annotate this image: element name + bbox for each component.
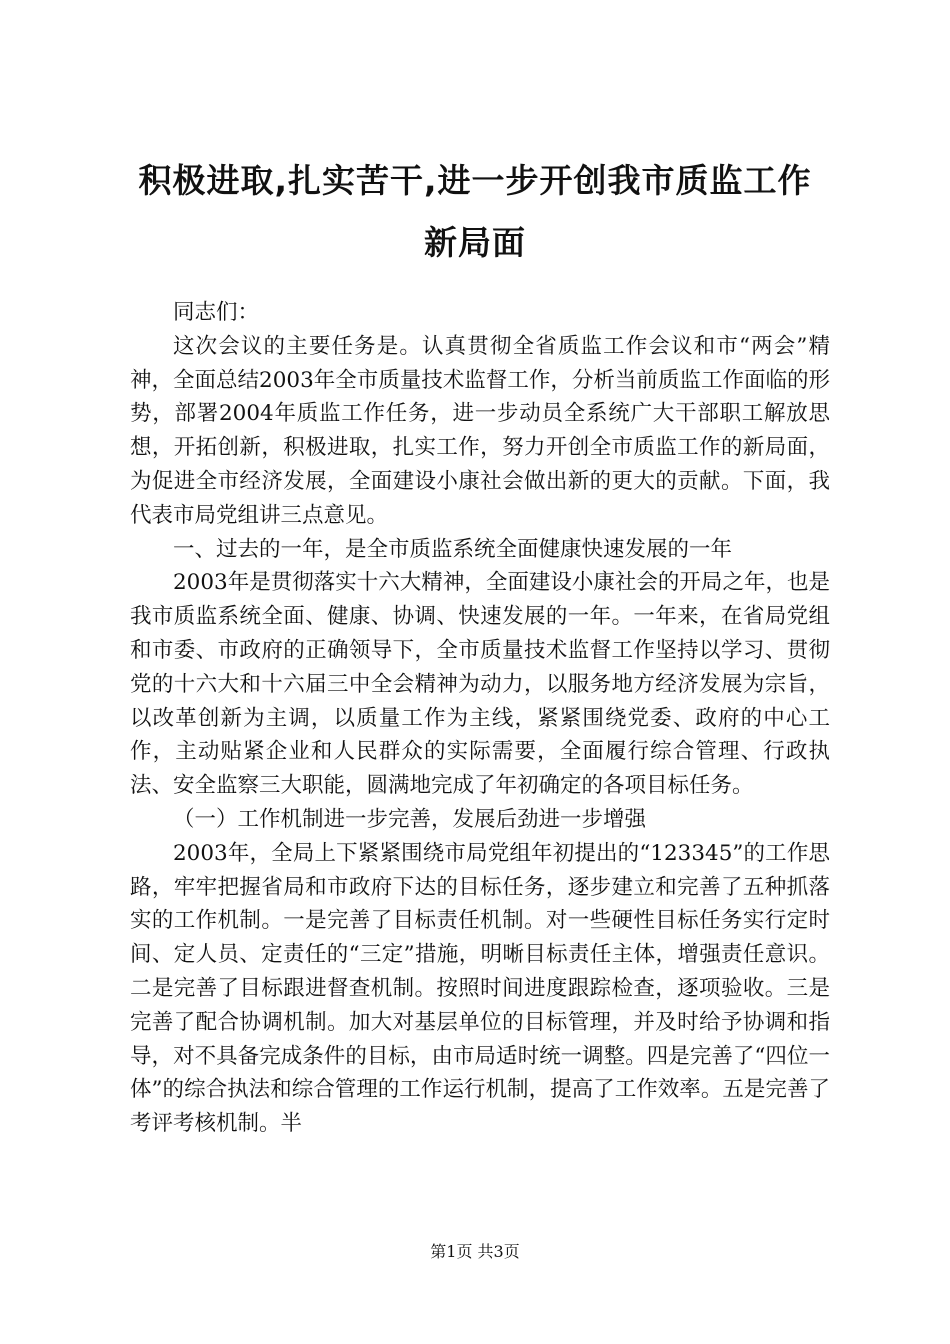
section-heading-1: 一、过去的一年，是全市质监系统全面健康快速发展的一年: [173, 536, 733, 562]
document-body: [130, 296, 830, 1141]
section-1-paragraph: 2003年是贯彻落实十六大精神，全面建设小康社会的开局之年，也是我市质监系统全面、健康、协调、快速发展的一年。一年来，在省局党组和市委、市政府的正确领导下，全市质量技术监督工作坚持以学习、贯彻党的十六大和十六届三中全会精神为动力，以服务地方经济发展为宗旨，以改革创新为主调，以质量工作为主线，紧紧围绕党委、政府的中心工作，主动贴紧企业和人民群众的实际需要，全面履行综合管理、行政执法、安全监察三大职能，圆满地完成了年初确定的各项目标任务。: [130, 570, 830, 799]
document-title-line-1: 积极进取,扎实苦干,进一步开创我市质监工作: [138, 161, 812, 200]
subsection-heading-1: （一）工作机制进一步完善，发展后劲进一步增强: [173, 806, 647, 832]
document-title-line-2: 新局面: [424, 223, 526, 262]
page-number-footer: 第1页 共3页: [430, 1242, 520, 1261]
intro-paragraph: 这次会议的主要任务是。认真贯彻全省质监工作会议和市“两会”精神，全面总结2003年全市质量技术监督工作，分析当前质监工作面临的形势，部署2004年质监工作任务，进一步动员全系统广大干部职工解放思想，开拓创新，积极进取，扎实工作，努力开创全市质监工作的新局面，为促进全市经济发展，全面建设小康社会做出新的更大的贡献。下面，我代表市局党组讲三点意见。: [130, 333, 830, 528]
subsection-1-paragraph: 2003年，全局上下紧紧围绕市局党组年初提出的“123345”的工作思路，牢牢把握省局和市政府下达的目标任务，逐步建立和完善了五种抓落实的工作机制。一是完善了目标责任机制。对一些硬性目标任务实行定时间、定人员、定责任的“三定”措施，明晰目标责任主体，增强责任意识。二是完善了目标跟进督查机制。按照时间进度跟踪检查，逐项验收。三是完善了配合协调机制。加大对基层单位的目标管理，并及时给予协调和指导，对不具备完成条件的目标，由市局适时统一调整。四是完善了“四位一体”的综合执法和综合管理的工作运行机制，提高了工作效率。五是完善了考评考核机制。半: [130, 840, 830, 1137]
salutation: 同志们：: [173, 300, 260, 325]
